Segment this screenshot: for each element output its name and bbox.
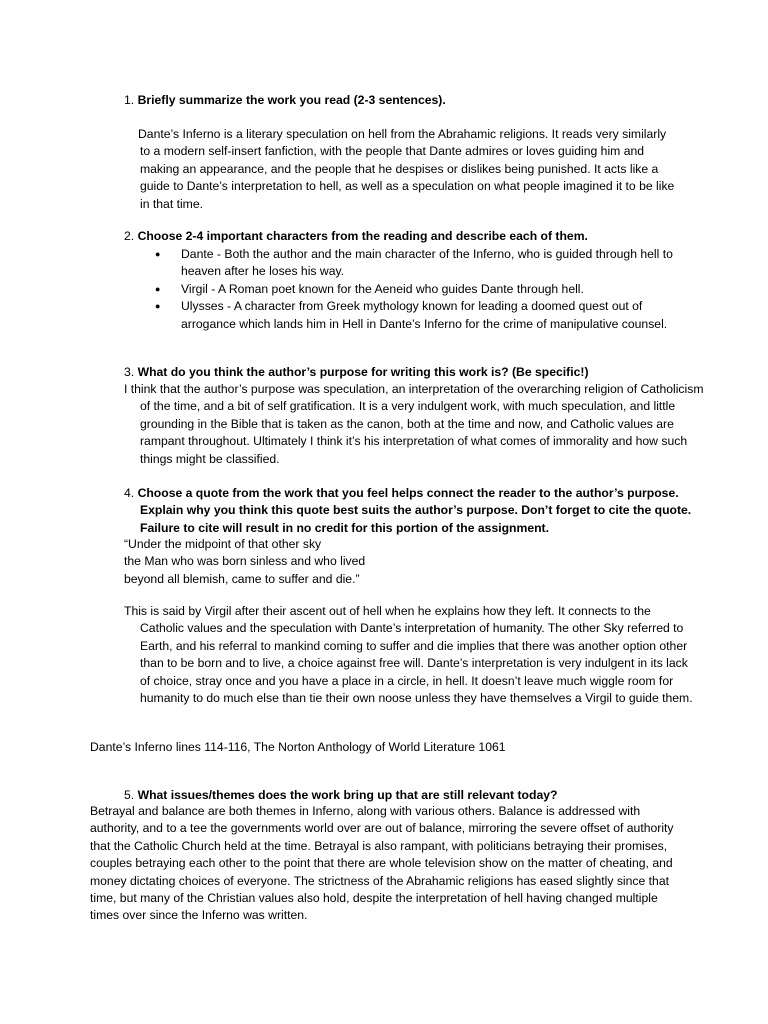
- question-1: [124, 92, 704, 109]
- question-4: [124, 485, 706, 537]
- question-1-number: 1.: [124, 93, 135, 107]
- question-2: [124, 228, 724, 245]
- list-item: ● Virgil - A Roman poet known for the Aeneid who guides Dante through hell.: [155, 281, 685, 298]
- question-5-number: 5.: [124, 788, 135, 802]
- list-item: ● Ulysses - A character from Greek mythology known for leading a doomed quest out of arrogance which lands him in Hell in Dante’s Inferno for the crime of manipulative counsel.: [155, 298, 685, 333]
- question-3: [124, 364, 724, 381]
- quote-line: “Under the midpoint of that other sky: [124, 537, 322, 551]
- quote-line: the Man who was born sinless and who lived: [124, 554, 366, 569]
- answer-1: Dante’s Inferno is a literary speculation on hell from the Abrahamic religions. It reads very similarly to a modern self-insert fanfiction, with the people that Dante admires or loves guiding him and making an appearance, and the people that he despises or dislikes being punished. It acts like a guide to Dante’s interpretation to hell, as well as a speculation on what people imagined it to be like in that time.: [138, 127, 675, 211]
- question-2-prompt: Choose 2-4 important characters from the reading and describe each of them.: [137, 229, 588, 243]
- question-5: [124, 787, 724, 804]
- question-3-number: 3.: [124, 365, 135, 379]
- question-4-number: 4.: [124, 486, 135, 500]
- question-1-prompt: Briefly summarize the work you read (2-3 sentences).: [137, 93, 446, 107]
- question-3-prompt: What do you think the author’s purpose for writing this work is? (Be specific!): [137, 365, 589, 379]
- question-5-prompt: What issues/themes does the work bring up that are still relevant today?: [137, 788, 558, 802]
- character-list: [155, 246, 685, 333]
- answer-5: Betrayal and balance are both themes in Inferno, along with various others. Balance is addressed with authority, and to a tee the governments world over are out of balance, mirroring the severe offset of authority that the Catholic Church held at the time. Betrayal is also rampant, with politicians betraying their promises, couples betraying each other to the point that there are whole television show on the matter of cheating, and money dictating choices of everyone. The strictness of the Abrahamic religions has eased slightly since that time, but many of the Christian values also hold, despite the interpretation of hell having changed multiple times over since the Inferno was written.: [90, 804, 674, 923]
- quote-block: [124, 536, 524, 588]
- answer-4: This is said by Virgil after their ascent out of hell when he explains how they left. It connects to the Catholic values and the speculation with Dante’s interpretation of humanity. The other Sky referred to Earth, and his referral to mankind coming to suffer and die implies that there was another option other than to be born and to live, a choice against free will. Dante’s interpretation is very indulgent in its lack of choice, stray once and you have a place in a circle, in hell. It doesn’t leave much wiggle room for humanity to do much else than tie their own noose unless they have themselves a Virgil to guide them.: [124, 604, 693, 706]
- quote-line: beyond all blemish, came to suffer and die.”: [124, 571, 360, 586]
- citation: Dante’s Inferno lines 114-116, The Norton Anthology of World Literature 1061: [90, 740, 506, 754]
- answer-3: I think that the author’s purpose was speculation, an interpretation of the overarching religion of Catholicism of the time, and a bit of self gratification. It is a very indulgent work, with much speculation, and little grounding in the Bible that is taken as the canon, both at the time and now, and Catholic values are rampant throughout. Ultimately I think it’s his interpretation of what comes of immorality and how such things might be classified.: [124, 382, 704, 466]
- question-2-number: 2.: [124, 229, 135, 243]
- question-4-prompt: Choose a quote from the work that you feel helps connect the reader to the author’s purpose. Explain why you think this quote best suits the author’s purpose. Don’t forget to cite the quote. Failure to cite will result in no credit for this portion of the assignment.: [137, 486, 692, 535]
- list-item: ● Dante - Both the author and the main character of the Inferno, who is guided through hell to heaven after he loses his way.: [155, 246, 685, 281]
